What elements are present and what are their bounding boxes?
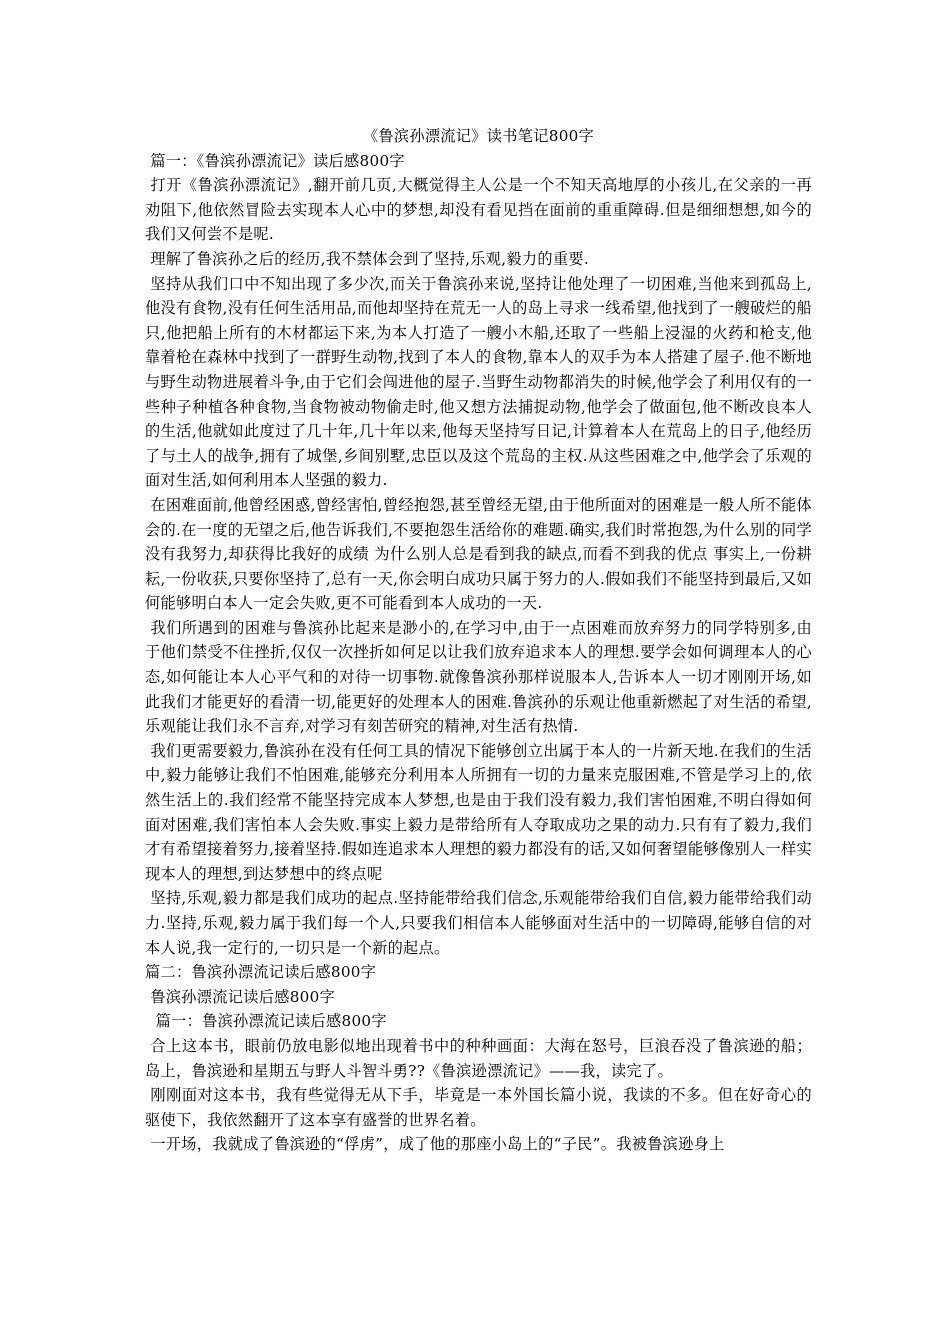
section-2-paragraph-1: 合上这本书，眼前仍放电影似地出现着书中的种种画面：大海在怒号，巨浪吞没了鲁滨逊的船；岛上，鲁滨逊和星期五与野人斗智斗勇??《鲁滨逊漂流记》——我，读完了。 [145, 1036, 812, 1080]
section-1-paragraph-4: 在困难面前,他曾经困惑,曾经害怕,曾经抱怨,甚至曾经无望,由于他所面对的困难是一般人所不能体会的.在一度的无望之后,他告诉我们,不要抱怨生活给你的难题.确实,我们时常抱怨,为什么别的同学没有我努力,却获得比我好的成绩 为什么别人总是看到我的缺点,而看不到我的优点 事实上,一份耕耘,一份收获,只要你坚持了,总有一天,你会明白成功只属于努力的人.假如我们不能坚持到最后,又如何能够明白本人一定会失败,更不可能看到本人成功的一天. [145, 495, 812, 613]
section-1-paragraph-2: 理解了鲁滨孙之后的经历,我不禁体会到了坚持,乐观,毅力的重要. [150, 249, 589, 268]
section-1-heading: 篇一：《鲁滨孙漂流记》读后感800字 [150, 151, 405, 170]
section-1-paragraph-1: 打开《鲁滨孙漂流记》,翻开前几页,大概觉得主人公是一个不知天高地厚的小孩儿,在父亲的一再劝阻下,他依然冒险去实现本人心中的梦想,却没有看见挡在面前的重重障碍.但是细细想想,如今的我们又何尝不是呢. [145, 176, 812, 244]
section-2-heading: 篇二：鲁滨孙漂流记读后感800字 [145, 963, 377, 982]
section-1-paragraph-7: 坚持,乐观,毅力都是我们成功的起点.坚持能带给我们信念,乐观能带给我们自信,毅力能带给我们动力.坚持,乐观,毅力属于我们每一个人,只要我们相信本人能够面对生活中的一切障碍,能够自信的对本人说,我一定行的,一切只是一个新的起点。 [145, 889, 812, 957]
section-2-paragraph-3: 一开场，我就成了鲁滨逊的“俘虏”，成了他的那座小岛上的“子民”。我被鲁滨逊身上 [150, 1135, 725, 1154]
section-2-paragraph-2: 刚刚面对这本书，我有些觉得无从下手，毕竟是一本外国长篇小说，我读的不多。但在好奇心的驱使下，我依然翻开了这本享有盛誉的世界名着。 [145, 1086, 812, 1129]
document-page [145, 124, 812, 1157]
section-1-paragraph-5: 我们所遇到的困难与鲁滨孙比起来是渺小的,在学习中,由于一点困难而放弃努力的同学特别多,由于他们禁受不住挫折,仅仅一次挫折如何足以让我们放弃追求本人的理想.要学会如何调理本人的心态,如何能让本人心平气和的对待一切事物.就像鲁滨孙那样说服本人,告诉本人一切才刚刚开场,如此我们才能更好的看清一切,能更好的处理本人的困难.鲁滨孙的乐观让他重新燃起了对生活的希望,乐观能让我们永不言弃,对学习有刻苦研究的精神,对生活有热情. [145, 618, 812, 736]
document-title: 《鲁滨孙漂流记》读书笔记800字 [362, 127, 595, 145]
section-1-paragraph-6: 我们更需要毅力,鲁滨孙在没有任何工具的情况下能够创立出属于本人的一片新天地.在我们的生活中,毅力能够让我们不怕困难,能够充分利用本人所拥有一切的力量来克服困难,不管是学习上的,依然生活上的.我们经常不能坚持完成本人梦想,也是由于我们没有毅力,我们害怕困难,不明白得如何面对困难,我们害怕本人会失败.事实上毅力是带给所有人夺取成功之果的动力.只有有了毅力,我们才有希望接着努力,接着坚持.假如连追求本人理想的毅力都没有的话,又如何奢望能够像别人一样实现本人的理想,到达梦想中的终点呢 [145, 741, 812, 883]
section-2-inner-heading: 篇一：鲁滨孙漂流记读后感800字 [155, 1012, 387, 1031]
section-2-subheading: 鲁滨孙漂流记读后感800字 [150, 987, 336, 1006]
section-1-paragraph-3: 坚持从我们口中不知出现了多少次,而关于鲁滨孙来说,坚持让他处理了一切困难,当他来到孤岛上,他没有食物,没有任何生活用品,而他却坚持在荒无一人的岛上寻求一线希望,他找到了一艘破烂的船只,他把船上所有的木材都运下来,为本人打造了一艘小木船,还取了一些船上浸湿的火药和枪支,他靠着枪在森林中找到了一群野生动物,找到了本人的食物,靠本人的双手为本人搭建了屋子.他不断地与野生动物进展着斗争,由于它们会闯进他的屋子.当野生动物都消失的时候,他学会了利用仅有的一些种子种植各种食物,当食物被动物偷走时,他又想方法捕捉动物,他学会了做面包,他不断改良本人的生活,他就如此度过了几十年,几十年以来,他每天坚持写日记,计算着本人在荒岛上的日子,他经历了与土人的战争,拥有了城堡,乡间别墅,忠臣以及这个荒岛的主权.从这些困难之中,他学会了乐观的面对生活,如何利用本人坚强的毅力. [145, 274, 812, 490]
